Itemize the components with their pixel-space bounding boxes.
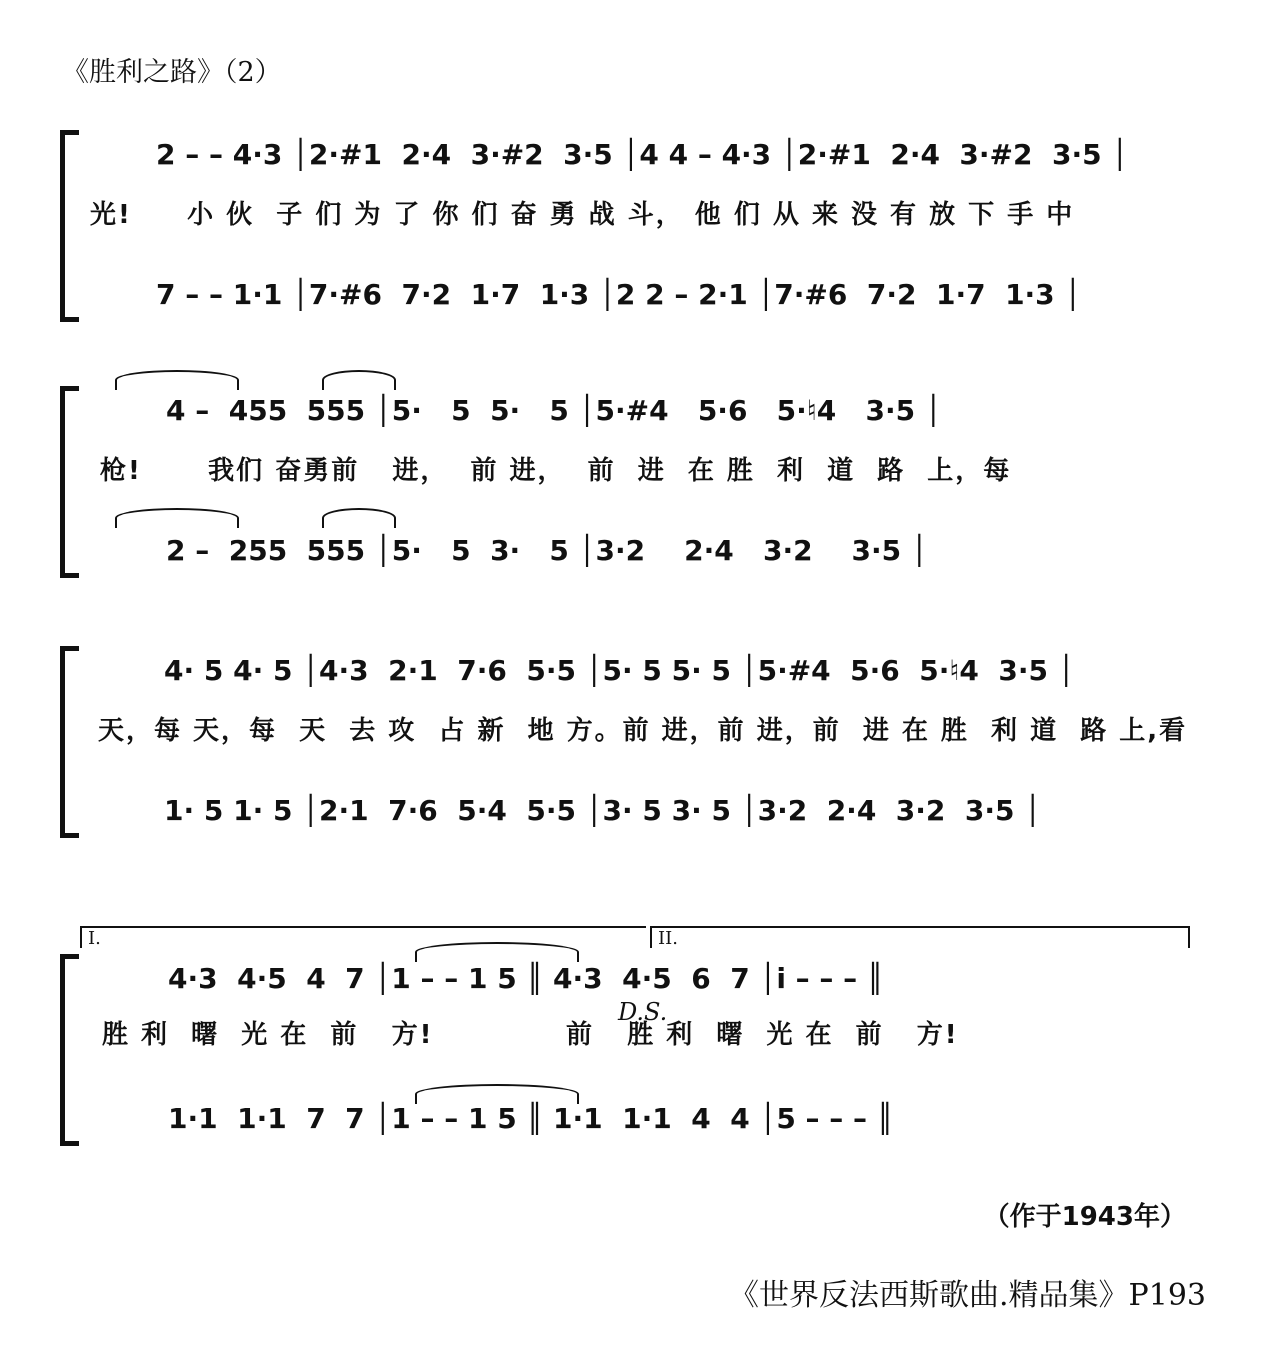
slur xyxy=(115,508,239,528)
page-title: 《胜利之路》（2） xyxy=(62,57,282,88)
system-bracket xyxy=(60,954,79,1146)
tie xyxy=(415,1084,579,1104)
upper-voice-row xyxy=(140,654,1260,694)
score-system-4 xyxy=(60,928,1210,1142)
volta-second-ending xyxy=(650,926,1190,948)
composition-date-note: （作于1943年） xyxy=(983,1202,1186,1232)
lower-voice-notation: 1·1 1·1 7 7 │1 – – 1 5 ║ 1·1 1·1 4 4 │5 – – – ║ xyxy=(168,1102,894,1135)
upper-voice-notation: 4·3 4·5 4 7 │1 – – 1 5 ║ 4·3 4·5 6 7 │i – – – ║ xyxy=(168,962,884,995)
lyrics-line: 光! 小 伙 子 们 为 了 你 们 奋 勇 战 斗， 他 们 从 来 没 有 放 下 手 中 xyxy=(90,200,1075,230)
upper-voice-row xyxy=(140,394,1260,434)
lower-voice-row xyxy=(140,794,1260,834)
dal-segno-mark: D.S. xyxy=(618,998,668,1026)
volta-first-ending xyxy=(80,926,646,948)
system-bracket xyxy=(60,386,79,578)
volta-second-label: II. xyxy=(658,928,678,949)
source-citation: 《世界反法西斯歌曲.精品集》P193 xyxy=(729,1278,1206,1313)
slur xyxy=(115,370,239,390)
upper-voice-notation: 2 – – 4·3 │2·#1 2·4 3·#2 3·5 │4 4 – 4·3 │2·#1 2·4 3·#2 3·5 │ xyxy=(156,138,1129,171)
lower-voice-notation: 2 – 255 555 │5· 5 3· 5 │3·2 2·4 3·2 3·5 │ xyxy=(166,534,928,567)
lower-voice-row xyxy=(140,1102,1260,1142)
volta-first-label: I. xyxy=(88,928,101,949)
lyrics-line: 枪! 我们 奋勇前 进， 前 进， 前 进 在 胜 利 道 路 上，每 xyxy=(100,456,1012,486)
lower-voice-notation: 1· 5 1· 5 │2·1 7·6 5·4 5·5 │3· 5 3· 5 │3·2 2·4 3·2 3·5 │ xyxy=(164,794,1042,827)
upper-voice-row xyxy=(140,962,1260,1002)
score-system-2 xyxy=(60,384,1210,574)
system-bracket xyxy=(60,130,79,322)
upper-voice-row xyxy=(140,138,1260,178)
upper-voice-notation: 4· 5 4· 5 │4·3 2·1 7·6 5·5 │5· 5 5· 5 │5·#4 5·6 5·♮4 3·5 │ xyxy=(164,654,1075,687)
upper-voice-notation: 4 – 455 555 │5· 5 5· 5 │5·#4 5·6 5·♮4 3·5 │ xyxy=(166,394,942,427)
score-system-1 xyxy=(60,128,1210,318)
system-bracket xyxy=(60,646,79,838)
lower-voice-row xyxy=(140,278,1260,318)
lyrics-line: 天，每 天，每 天 去 攻 占 新 地 方。前 进，前 进，前 进 在 胜 利 道 路 上,看 xyxy=(98,716,1188,746)
lower-voice-row xyxy=(140,534,1260,574)
triplet-slur xyxy=(322,508,396,528)
lower-voice-notation: 7 – – 1·1 │7·#6 7·2 1·7 1·3 │2 2 – 2·1 │7·#6 7·2 1·7 1·3 │ xyxy=(156,278,1082,311)
tie xyxy=(415,942,579,962)
triplet-slur xyxy=(322,370,396,390)
score-system-3 xyxy=(60,644,1210,834)
lyrics-line: 胜 利 曙 光 在 前 方! 前 胜 利 曙 光 在 前 方! xyxy=(102,1020,959,1050)
